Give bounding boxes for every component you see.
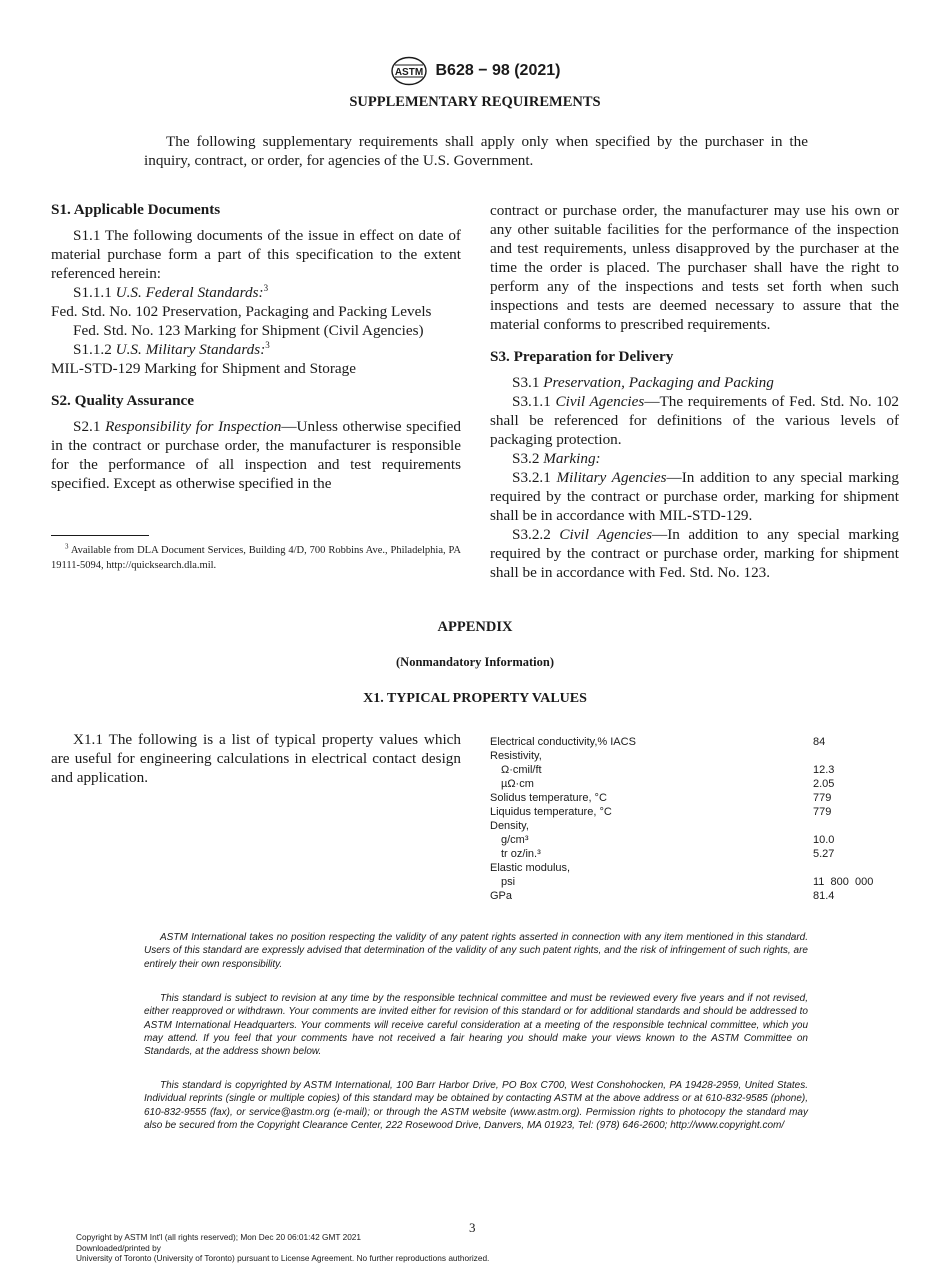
property-label: Elastic modulus, [490,862,571,874]
property-row [490,847,873,861]
property-label: tr oz/in.³ [501,848,541,860]
property-row [490,749,873,763]
property-row [490,861,873,875]
property-value: 10.0 [813,834,835,846]
s3-2-2: S3.2.2 Civil Agencies—In addition to any special marking required by the contract or purchase order, marking for shipment shall be in accordance with Fed. Std. No. 123. [490,526,899,581]
astm-logo-icon [390,56,428,86]
property-row [490,805,873,819]
property-row [490,791,873,805]
property-label: Ω·cmil/ft [501,764,542,776]
s3-1-1: S3.1.1 Civil Agencies—The requirements of Fed. Std. No. 102 shall be referenced for definitions of the various levels of packaging protection. [490,393,900,448]
property-value: 81.4 [813,890,835,902]
property-value: 12.3 [813,764,835,776]
property-label: Electrical conductivity,% IACS [490,736,636,748]
fed-std-123: Fed. Std. No. 123 Marking for Shipment (Civil Agencies) [73,322,424,339]
s1-1-1: S1.1.1 U.S. Federal Standards:$^3$ [73,282,269,301]
property-label: µΩ·cm [501,778,534,790]
s3-2-1: S3.2.1 Military Agencies—In addition to any special marking required by the contract or purchase order, marking for shipment shall be in accordance with MIL-STD-129. [490,469,899,524]
patent-notice: ASTM International takes no position respecting the validity of any patent rights asserted in connection with any item mentioned in this standard. Users of this standard are expressly advised that determination of the validity of any such patent rights, and the risk of infringement of such rights, are entirely their own responsibility. [144,932,808,970]
footer-line-1: Copyright by ASTM Int'l (all rights reserved); Mon Dec 20 06:01:42 GMT 2021 [76,1232,362,1242]
s1-1: S1.1 The following documents of the issue in effect on date of material purchase form a part of this specification to the extent referenced herein: [51,227,461,282]
property-label: Liquidus temperature, °C [490,806,612,818]
designation: B628 − 98 (2021) [435,62,561,79]
fed-std-102: Fed. Std. No. 102 Preservation, Packaging and Packing Levels [51,303,432,320]
property-value: 5.27 [813,848,835,860]
s3-1: S3.1 Preservation, Packaging and Packing [512,374,774,391]
appendix-title: APPENDIX [437,619,513,635]
property-row [490,763,873,777]
download-footer [76,1232,776,1264]
property-label: Solidus temperature, °C [490,792,607,804]
property-row [490,889,873,903]
s1-heading: S1. Applicable Documents [51,201,221,218]
document-header [0,56,950,86]
supplementary-intro: The following supplementary requirements shall apply only when specified by the purchaser in the inquiry, contract, or order, for agencies of the U.S. Government. [144,133,808,169]
property-value: 2.05 [813,778,835,790]
s3-2: S3.2 Marking: [512,450,601,467]
supplementary-title: SUPPLEMENTARY REQUIREMENTS [349,94,601,110]
property-row [490,819,873,833]
property-label: g/cm³ [501,834,529,846]
property-row [490,735,873,749]
footnote-rule [51,535,149,536]
property-row [490,833,873,847]
property-row [490,875,873,889]
footer-line-3: University of Toronto (University of Toronto) pursuant to License Agreement. No further reproductions authorized. [76,1253,490,1263]
footnote-3: $^3$ Available from DLA Document Services, Building 4/D, 700 Robbins Ave., Philadelphia, PA 19111-5094, http://quicksearch.dla.mil. [51,542,461,571]
page-number: 3 [469,1220,476,1235]
property-value: 11 800 000 [813,876,874,888]
revision-notice: This standard is subject to revision at any time by the responsible technical committee and must be reviewed every five years and if not revised, either reapproved or withdrawn. Your comments are invited either for revision of this standard or for additional standards and should be addressed to ASTM International Headquarters. Your comments will receive careful consideration at a meeting of the responsible technical committee, which you may attend. If you feel that your comments have not received a fair hearing you should make your views known to the ASTM Committee on Standards, at the address shown below. [144,993,808,1058]
x1-heading: X1. TYPICAL PROPERTY VALUES [363,691,587,706]
s2-1-part-b: contract or purchase order, the manufacturer may use his own or any other suitable facilities for the performance of the inspection and test requirements, unless disapproved by the purchaser at the time the order is placed. The purchaser shall have the right to perform any of the inspections and tests set forth when such inspections and tests are deemed necessary to assure that the material conforms to prescribed requirements. [490,202,899,333]
mil-std-129: MIL-STD-129 Marking for Shipment and Storage [51,360,356,377]
s3-heading: S3. Preparation for Delivery [490,348,674,365]
property-value [813,749,873,763]
appendix-subtitle: (Nonmandatory Information) [396,655,554,669]
property-values-table [490,735,873,903]
property-value: 84 [813,736,826,748]
s1-1-2: S1.1.2 U.S. Military Standards:$^3$ [73,339,270,358]
footer-line-2: Downloaded/printed by [76,1242,161,1253]
property-value: 779 [813,806,832,818]
s2-1-part-a: S2.1 Responsibility for Inspection—Unless otherwise specified in the contract or purchase order, the manufacturer is responsible for the performance of all inspection and test requirements specified. Except as otherwise specified in the [51,418,461,492]
property-row [490,777,873,791]
property-label: GPa [490,890,513,902]
s2-heading: S2. Quality Assurance [51,392,195,409]
svg-text:ASTM: ASTM [394,67,423,78]
x1-1: X1.1 The following is a list of typical property values which are useful for engineering calculations in electrical contact design and application. [51,731,461,786]
property-value [813,819,873,833]
right-column [490,201,899,582]
property-label: psi [501,876,516,888]
left-column [51,201,461,493]
copyright-notice: This standard is copyrighted by ASTM International, 100 Barr Harbor Drive, PO Box C700, West Conshohocken, PA 19428-2959, United States. Individual reprints (single or multiple copies) of this standard may be obtained by contacting ASTM at the above address or at 610-832-9585 (phone), 610-832-9555 (fax), or service@astm.org (e-mail); or through the ASTM website (www.astm.org). Permission rights to photocopy the standard may also be secured from the Copyright Clearance Center, 222 Rosewood Drive, Danvers, MA 01923, Tel: (978) 646-2600; http://www.copyright.com/ [144,1080,808,1131]
property-value: 779 [813,792,832,804]
property-label: Resistivity, [490,750,542,762]
property-value [813,861,873,875]
property-label: Density, [490,820,529,832]
